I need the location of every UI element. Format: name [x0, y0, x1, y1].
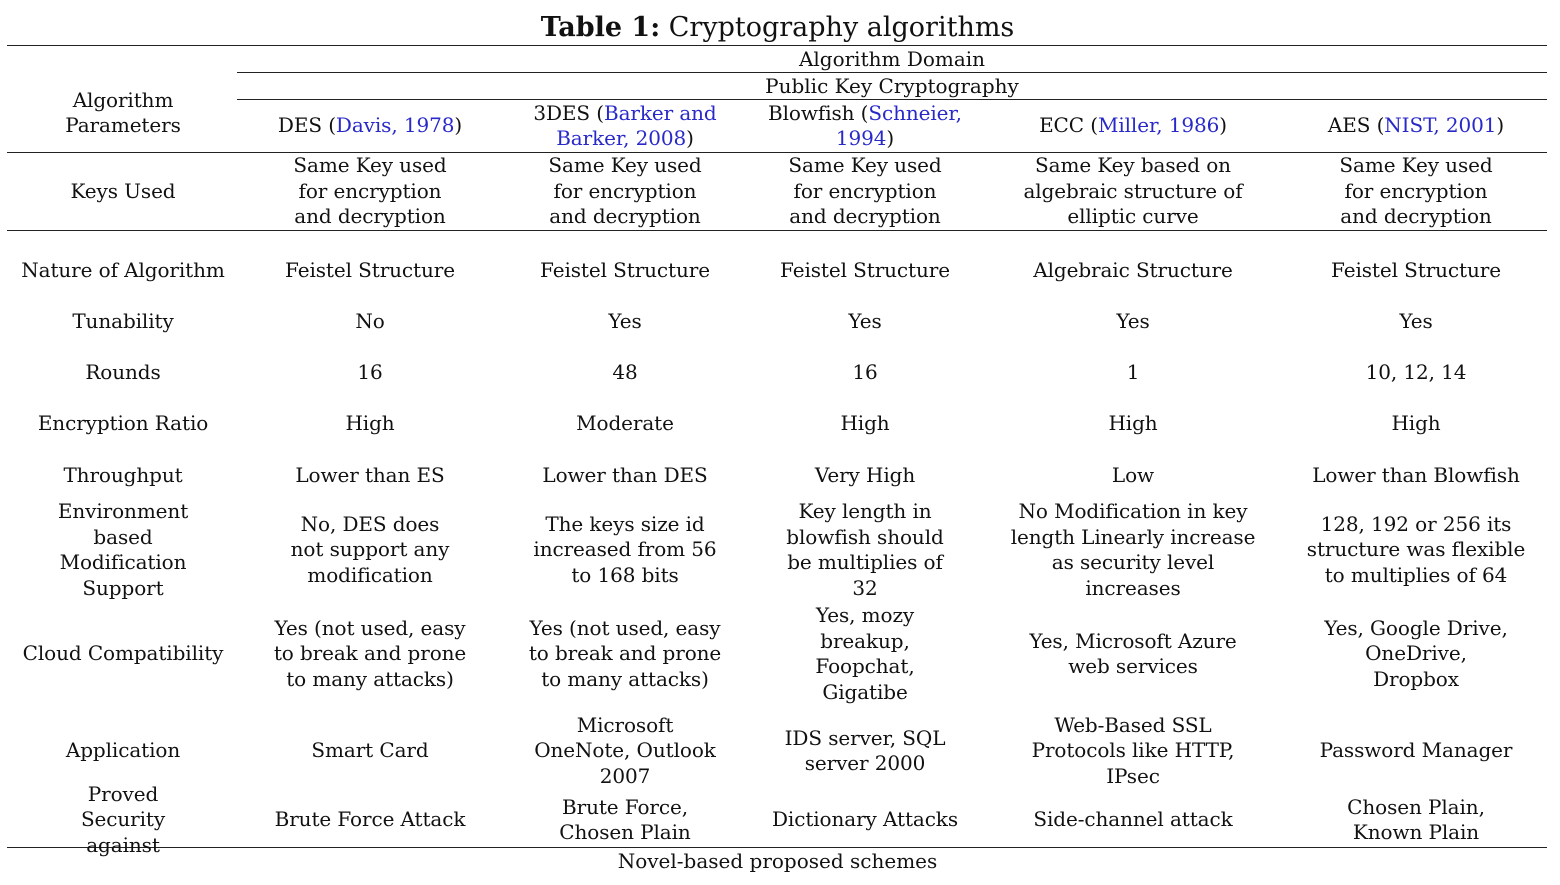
- param-label: Nature of Algorithm: [21, 257, 225, 282]
- table-cell: [760, 500, 970, 600]
- table-cell: [760, 794, 970, 846]
- table-cell: [515, 153, 735, 230]
- param-column-header: Algorithm Parameters: [65, 87, 181, 137]
- table-cell: [1296, 153, 1536, 230]
- cell-value: Side-channel attack: [1033, 807, 1233, 832]
- cell-value: The keys size id increased from 56 to 168 bits: [533, 511, 717, 587]
- cell-value: High: [840, 410, 890, 435]
- table-title: [0, 10, 1555, 46]
- cell-value: No Modification in key length Linearly increase as security level increases: [1010, 499, 1256, 600]
- table-cell: [262, 398, 478, 449]
- cell-value: Same Key used for encryption and decryption: [1339, 153, 1493, 229]
- table-cell: [1296, 245, 1536, 296]
- row-param-cell: [13, 603, 233, 705]
- citation-link[interactable]: NIST, 2001: [1384, 113, 1497, 138]
- cell-value: Yes: [1399, 308, 1433, 333]
- column-header-aes: AES (NIST, 2001): [1327, 113, 1505, 138]
- param-label: Throughput: [63, 462, 183, 487]
- cell-value: 16: [357, 359, 383, 384]
- table-cell: [515, 398, 735, 449]
- cell-value: High: [1391, 410, 1441, 435]
- algo-name: AES (: [1327, 113, 1385, 138]
- public-key-header: Public Key Cryptography: [765, 74, 1019, 98]
- row-param-cell: [13, 296, 233, 347]
- keys-row-rule: [7, 230, 1547, 231]
- cell-value: Dictionary Attacks: [771, 807, 958, 832]
- table-cell: [760, 603, 970, 705]
- cell-value: Brute Force, Chosen Plain: [559, 794, 691, 844]
- table-cell: [1296, 794, 1536, 846]
- cell-value: Lower than ES: [295, 462, 445, 487]
- table-cell: [515, 347, 735, 398]
- param-label: Tunability: [72, 308, 174, 333]
- table-cell: [760, 296, 970, 347]
- cell-value: Yes (not used, easy to break and prone to many attacks): [273, 615, 467, 691]
- cell-value: Password Manager: [1319, 738, 1513, 763]
- column-header-3des: 3DES (Barker and Barker, 2008): [533, 100, 717, 150]
- table-cell: [760, 712, 970, 790]
- cell-value: 128, 192 or 256 its structure was flexible to multiplies of 64: [1306, 511, 1526, 587]
- cell-value: 1: [1126, 359, 1140, 384]
- table-cell: [993, 450, 1273, 501]
- cell-value: Yes: [848, 308, 882, 333]
- citation-link[interactable]: Barker and Barker, 2008: [556, 100, 717, 150]
- param-label: Rounds: [85, 359, 161, 384]
- table-cell: [262, 603, 478, 705]
- cell-value: Key length in blowfish should be multiplies of 32: [786, 499, 944, 600]
- row-param-cell: [13, 781, 233, 857]
- table-cell: [262, 450, 478, 501]
- cell-value: 48: [612, 359, 638, 384]
- table-cell: [993, 398, 1273, 449]
- row-param-cell: [13, 450, 233, 501]
- cell-value: Same Key used for encryption and decryption: [548, 153, 702, 229]
- cell-value: Moderate: [576, 410, 674, 435]
- table-caption: Cryptography algorithms: [660, 12, 1015, 43]
- column-header-blowfish: Blowfish (Schneier, 1994): [768, 100, 962, 150]
- cell-value: Yes: [608, 308, 642, 333]
- cell-value: Microsoft OneNote, Outlook 2007: [534, 712, 716, 788]
- table-cell: [1296, 450, 1536, 501]
- table-cell: [993, 603, 1273, 705]
- table-footer: Novel-based proposed schemes: [617, 849, 938, 873]
- citation-link[interactable]: Miller, 1986: [1097, 113, 1220, 138]
- table-cell: [1296, 712, 1536, 790]
- table-cell: [760, 450, 970, 501]
- table-cell: [1296, 500, 1536, 600]
- cell-value: IDS server, SQL server 2000: [784, 725, 946, 775]
- table-cell: [515, 296, 735, 347]
- table-cell: [515, 794, 735, 846]
- table-cell: [1296, 398, 1536, 449]
- citation-link[interactable]: Davis, 1978: [335, 113, 455, 138]
- cell-value: Yes, Google Drive, OneDrive, Dropbox: [1324, 615, 1508, 691]
- algo-name: ECC (: [1039, 113, 1098, 138]
- table-cell: [262, 794, 478, 846]
- row-param-cell: [13, 398, 233, 449]
- table-label: Table 1:: [540, 12, 661, 43]
- row-param-cell: [13, 245, 233, 296]
- cell-value: 16: [852, 359, 878, 384]
- cell-value: Yes: [1116, 308, 1150, 333]
- cell-value: Feistel Structure: [285, 257, 455, 282]
- cell-value: Low: [1111, 462, 1155, 487]
- row-param-cell: [13, 347, 233, 398]
- table-cell: [760, 153, 970, 230]
- cell-value: Lower than Blowfish: [1312, 462, 1520, 487]
- table-cell: [515, 450, 735, 501]
- param-label: Keys Used: [70, 178, 176, 203]
- table-cell: [262, 153, 478, 230]
- table-cell: [515, 712, 735, 790]
- table-cell: [760, 398, 970, 449]
- table-cell: [993, 245, 1273, 296]
- cell-value: Yes (not used, easy to break and prone to many attacks): [528, 615, 722, 691]
- cell-value: Feistel Structure: [780, 257, 950, 282]
- param-label: Proved Security against: [80, 781, 166, 857]
- cell-value: Yes, mozy breakup, Foopchat, Gigatibe: [815, 603, 915, 704]
- cell-value: Feistel Structure: [1331, 257, 1501, 282]
- param-label: Encryption Ratio: [37, 410, 209, 435]
- cell-value: No: [355, 308, 385, 333]
- table-cell: [993, 794, 1273, 846]
- algo-name: Blowfish (: [768, 100, 869, 125]
- cell-value: Chosen Plain, Known Plain: [1347, 794, 1485, 844]
- column-header-ecc: ECC (Miller, 1986): [1039, 113, 1227, 138]
- row-param-cell: [13, 500, 233, 600]
- table-cell: [993, 153, 1273, 230]
- cell-value: Web-Based SSL Protocols like HTTP, IPsec: [1031, 712, 1235, 788]
- cell-value: High: [345, 410, 395, 435]
- table-cell: [262, 296, 478, 347]
- row-param-cell: [13, 153, 233, 230]
- table-cell: [1296, 347, 1536, 398]
- table-cell: [993, 712, 1273, 790]
- cell-value: High: [1108, 410, 1158, 435]
- table-cell: [760, 347, 970, 398]
- cell-value: Brute Force Attack: [274, 807, 466, 832]
- param-label: Application: [65, 738, 181, 763]
- table-cell: [262, 347, 478, 398]
- cell-value: No, DES does not support any modification: [290, 511, 450, 587]
- cell-value: Feistel Structure: [540, 257, 710, 282]
- cell-value: Same Key used for encryption and decryption: [788, 153, 942, 229]
- citation-link[interactable]: Schneier, 1994: [835, 100, 962, 150]
- param-label: Cloud Compatibility: [22, 641, 224, 666]
- table-cell: [993, 347, 1273, 398]
- column-header-des: DES (Davis, 1978): [277, 113, 463, 138]
- cell-value: Lower than DES: [542, 462, 708, 487]
- table-cell: [262, 712, 478, 790]
- algorithm-domain-header: Algorithm Domain: [798, 47, 986, 71]
- cell-value: 10, 12, 14: [1365, 359, 1467, 384]
- table-cell: [515, 603, 735, 705]
- cell-value: Same Key used for encryption and decryption: [293, 153, 447, 229]
- algo-name: DES (: [277, 113, 336, 138]
- cell-value: Algebraic Structure: [1033, 257, 1233, 282]
- table-cell: [515, 500, 735, 600]
- table-cell: [1296, 603, 1536, 705]
- table-cell: [760, 245, 970, 296]
- algo-name: 3DES (: [533, 100, 604, 125]
- table-cell: [262, 500, 478, 600]
- table-cell: [262, 245, 478, 296]
- cell-value: Smart Card: [311, 738, 429, 763]
- table-cell: [1296, 296, 1536, 347]
- table-cell: [993, 500, 1273, 600]
- cell-value: Same Key based on algebraic structure of elliptic curve: [1023, 153, 1243, 229]
- table-cell: [993, 296, 1273, 347]
- cell-value: Very High: [814, 462, 916, 487]
- cell-value: Yes, Microsoft Azure web services: [1029, 628, 1237, 678]
- table-cell: [515, 245, 735, 296]
- row-param-cell: [13, 712, 233, 790]
- param-label: Environment based Modification Support: [57, 499, 189, 600]
